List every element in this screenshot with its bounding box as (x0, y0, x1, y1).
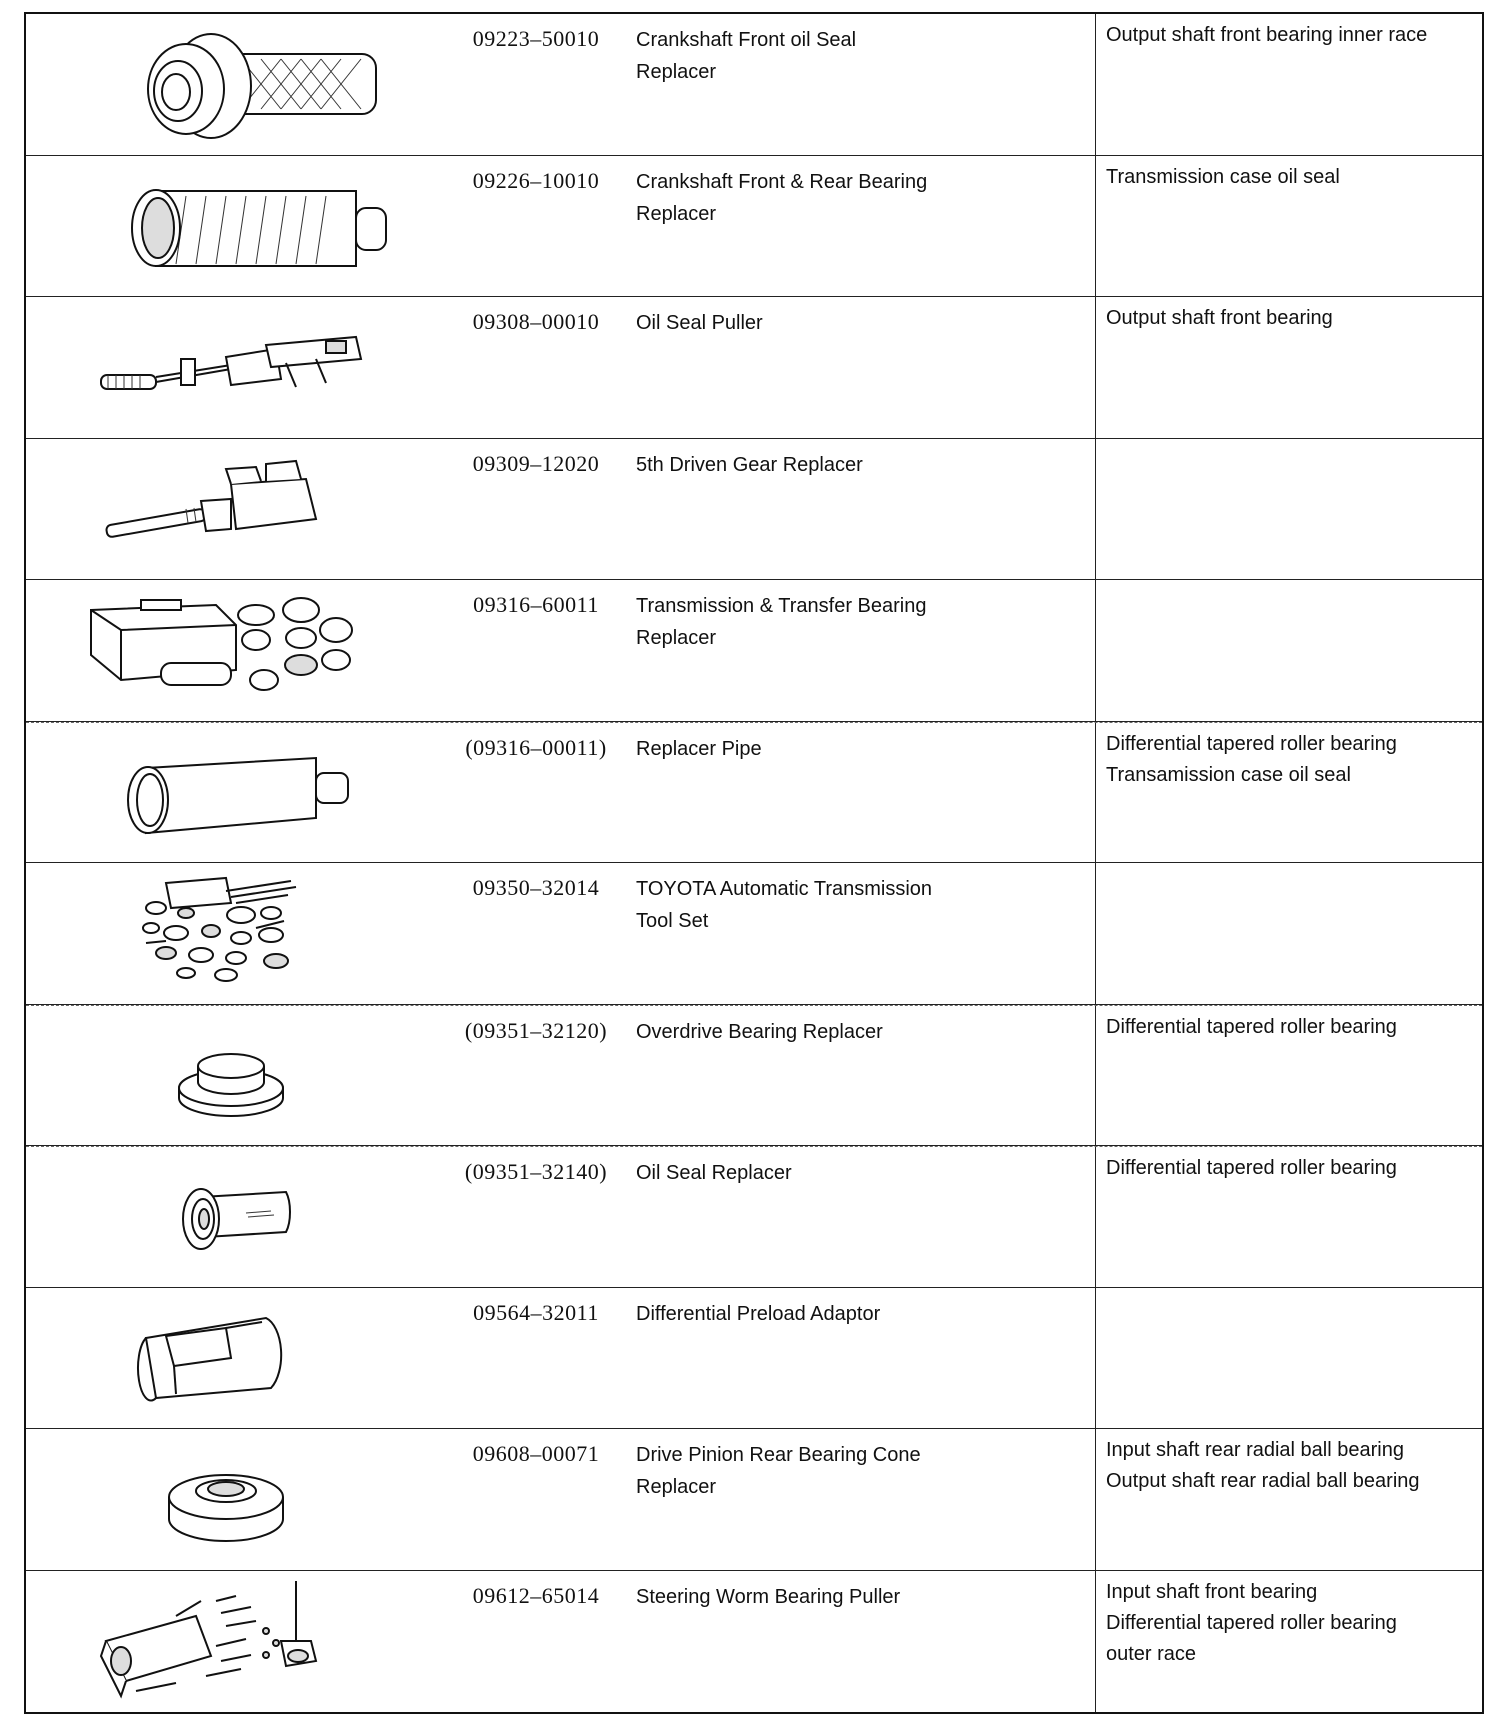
tool-usage: Output shaft front bearing (1106, 307, 1333, 329)
table-row (26, 156, 1482, 298)
part-number: 09350–32014 (472, 875, 600, 900)
part-number: 09309–12020 (472, 450, 600, 476)
table-row (26, 1571, 1482, 1713)
part-number: 09564–32011 (473, 1299, 599, 1325)
table-row (26, 1146, 1482, 1288)
tool-usage (1096, 1288, 1482, 1429)
tool-name: Overdrive Bearing Replacer (626, 1006, 1096, 1146)
tool-name: Steering Worm Bearing Puller (626, 1571, 1096, 1713)
part-number: 09608–00071 (472, 1441, 600, 1466)
tool-usage: Input shaft rear radial ball bearing Output shaft rear radial ball bearing (1106, 1439, 1420, 1492)
oil-seal-puller-icon (26, 297, 446, 438)
replacer-pipe-icon (26, 723, 446, 863)
tool-usage (1096, 863, 1482, 1004)
tool-usage: Differential tapered roller bearing (1106, 1157, 1397, 1179)
part-number: 09223–50010 (472, 26, 600, 51)
special-tools-table (24, 12, 1484, 1714)
bearing-replacer-icon (26, 156, 446, 297)
tool-name: Transmission & Transfer Bearing Replacer (626, 580, 1096, 721)
tool-set-icon (26, 863, 446, 1004)
table-row (26, 14, 1482, 156)
tool-name: Crankshaft Front oil Seal Replacer (626, 14, 1096, 155)
preload-adaptor-icon (26, 1288, 446, 1429)
tool-name: Oil Seal Replacer (626, 1147, 1096, 1287)
tool-usage (1096, 439, 1482, 580)
tool-name: Drive Pinion Rear Bearing Cone Replacer (626, 1429, 1096, 1570)
seal-replacer-icon (26, 14, 446, 155)
table-row (26, 297, 1482, 439)
bearing-cone-replacer-icon (26, 1429, 446, 1570)
table-row (26, 1288, 1482, 1430)
table-row (26, 1005, 1482, 1147)
tool-name: TOYOTA Automatic Transmission Tool Set (626, 863, 1096, 1004)
part-number: 09316–60011 (473, 592, 599, 617)
tool-usage: Differential tapered roller bearing (1106, 1015, 1397, 1038)
tool-kit-icon (26, 580, 446, 721)
part-number: 09308–00010 (472, 309, 600, 334)
part-number: (09351–32140) (464, 1159, 608, 1184)
tool-name: Crankshaft Front & Rear Bearing Replacer (626, 156, 1096, 297)
table-row (26, 722, 1482, 864)
part-number: (09316–00011) (465, 734, 607, 760)
tool-usage: Output shaft front bearing inner race (1106, 24, 1428, 46)
tool-usage: Transmission case oil seal (1106, 165, 1340, 188)
tool-name: 5th Driven Gear Replacer (626, 439, 1096, 580)
part-number: (09351–32120) (464, 1017, 608, 1043)
table-row (26, 439, 1482, 581)
bearing-puller-set-icon (26, 1571, 446, 1713)
table-row (26, 863, 1482, 1005)
tool-usage: Differential tapered roller bearing Transamission case oil seal (1106, 732, 1397, 786)
small-seal-replacer-icon (26, 1147, 446, 1287)
table-row (26, 1429, 1482, 1571)
gear-replacer-icon (26, 439, 446, 580)
table-row (26, 580, 1482, 722)
tool-usage (1096, 580, 1482, 721)
tool-name: Replacer Pipe (626, 723, 1096, 863)
tool-name: Oil Seal Puller (626, 297, 1096, 438)
overdrive-replacer-icon (26, 1006, 446, 1146)
part-number: 09612–65014 (472, 1582, 600, 1608)
tool-usage: Input shaft front bearing Differential tapered roller bearing outer race (1106, 1580, 1397, 1665)
tool-name: Differential Preload Adaptor (626, 1288, 1096, 1429)
part-number: 09226–10010 (472, 167, 600, 193)
